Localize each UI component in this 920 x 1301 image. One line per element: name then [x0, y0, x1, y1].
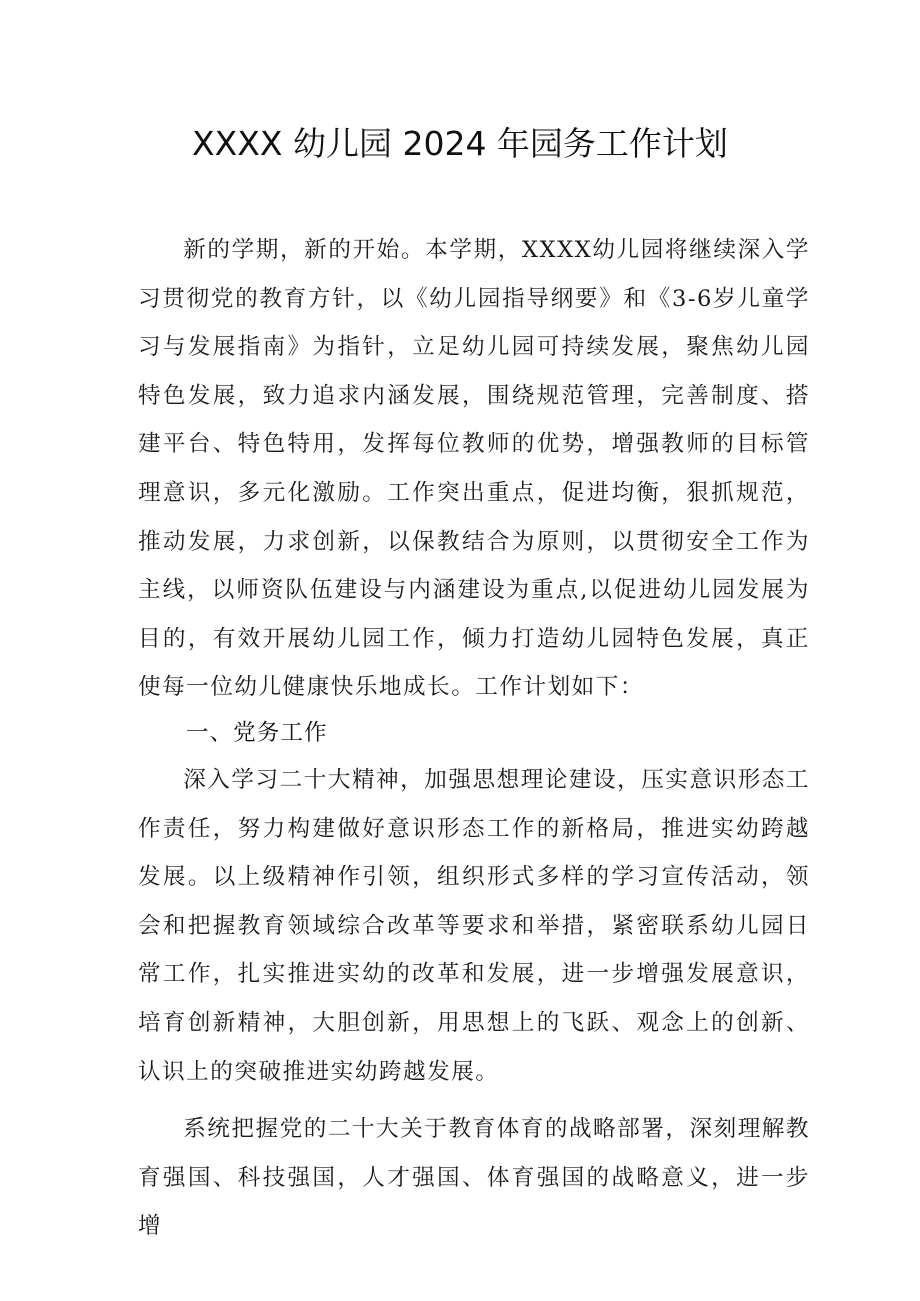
party-affairs-paragraph-2: 系统把握党的二十大关于教育体育的战略部署，深刻理解教育强国、科技强国，人才强国、体育强国的战略意义，进一步增	[138, 1116, 810, 1240]
section-heading-party-affairs: 一、党务工作	[186, 719, 328, 746]
document-title: XXXX 幼儿园 2024 年园务工作计划	[192, 124, 728, 163]
intro-paragraph: 新的学期，新的开始。本学期，XXXX幼儿园将继续深入学习贯彻党的教育方针，以《幼儿园指导纲要》和《3-6岁儿童学习与发展指南》为指针，立足幼儿园可持续发展，聚焦幼儿园特色发展，致力追求内涵发展，围绕规范管理，完善制度、搭建平台、特色特用，发挥每位教师的优势，增强教师的目标管理意识，多元化激励。工作突出重点，促进均衡，狠抓规范，推动发展，力求创新，以保教结合为原则，以贯彻安全工作为主线，以师资队伍建设与内涵建设为重点,以促进幼儿园发展为目的，有效开展幼儿园工作，倾力打造幼儿园特色发展，真正使每一位幼儿健康快乐地成长。工作计划如下：	[138, 237, 810, 701]
party-affairs-paragraph-1: 深入学习二十大精神，加强思想理论建设，压实意识形态工作责任，努力构建做好意识形态工作的新格局，推进实幼跨越发展。以上级精神作引领，组织形式多样的学习宣传活动，领会和把握教育领域综合改革等要求和举措，紧密联系幼儿园日常工作，扎实推进实幼的改革和发展，进一步增强发展意识，培育创新精神，大胆创新，用思想上的飞跃、观念上的创新、认识上的突破推进实幼跨越发展。	[138, 766, 810, 1085]
document-body	[138, 226, 810, 1251]
